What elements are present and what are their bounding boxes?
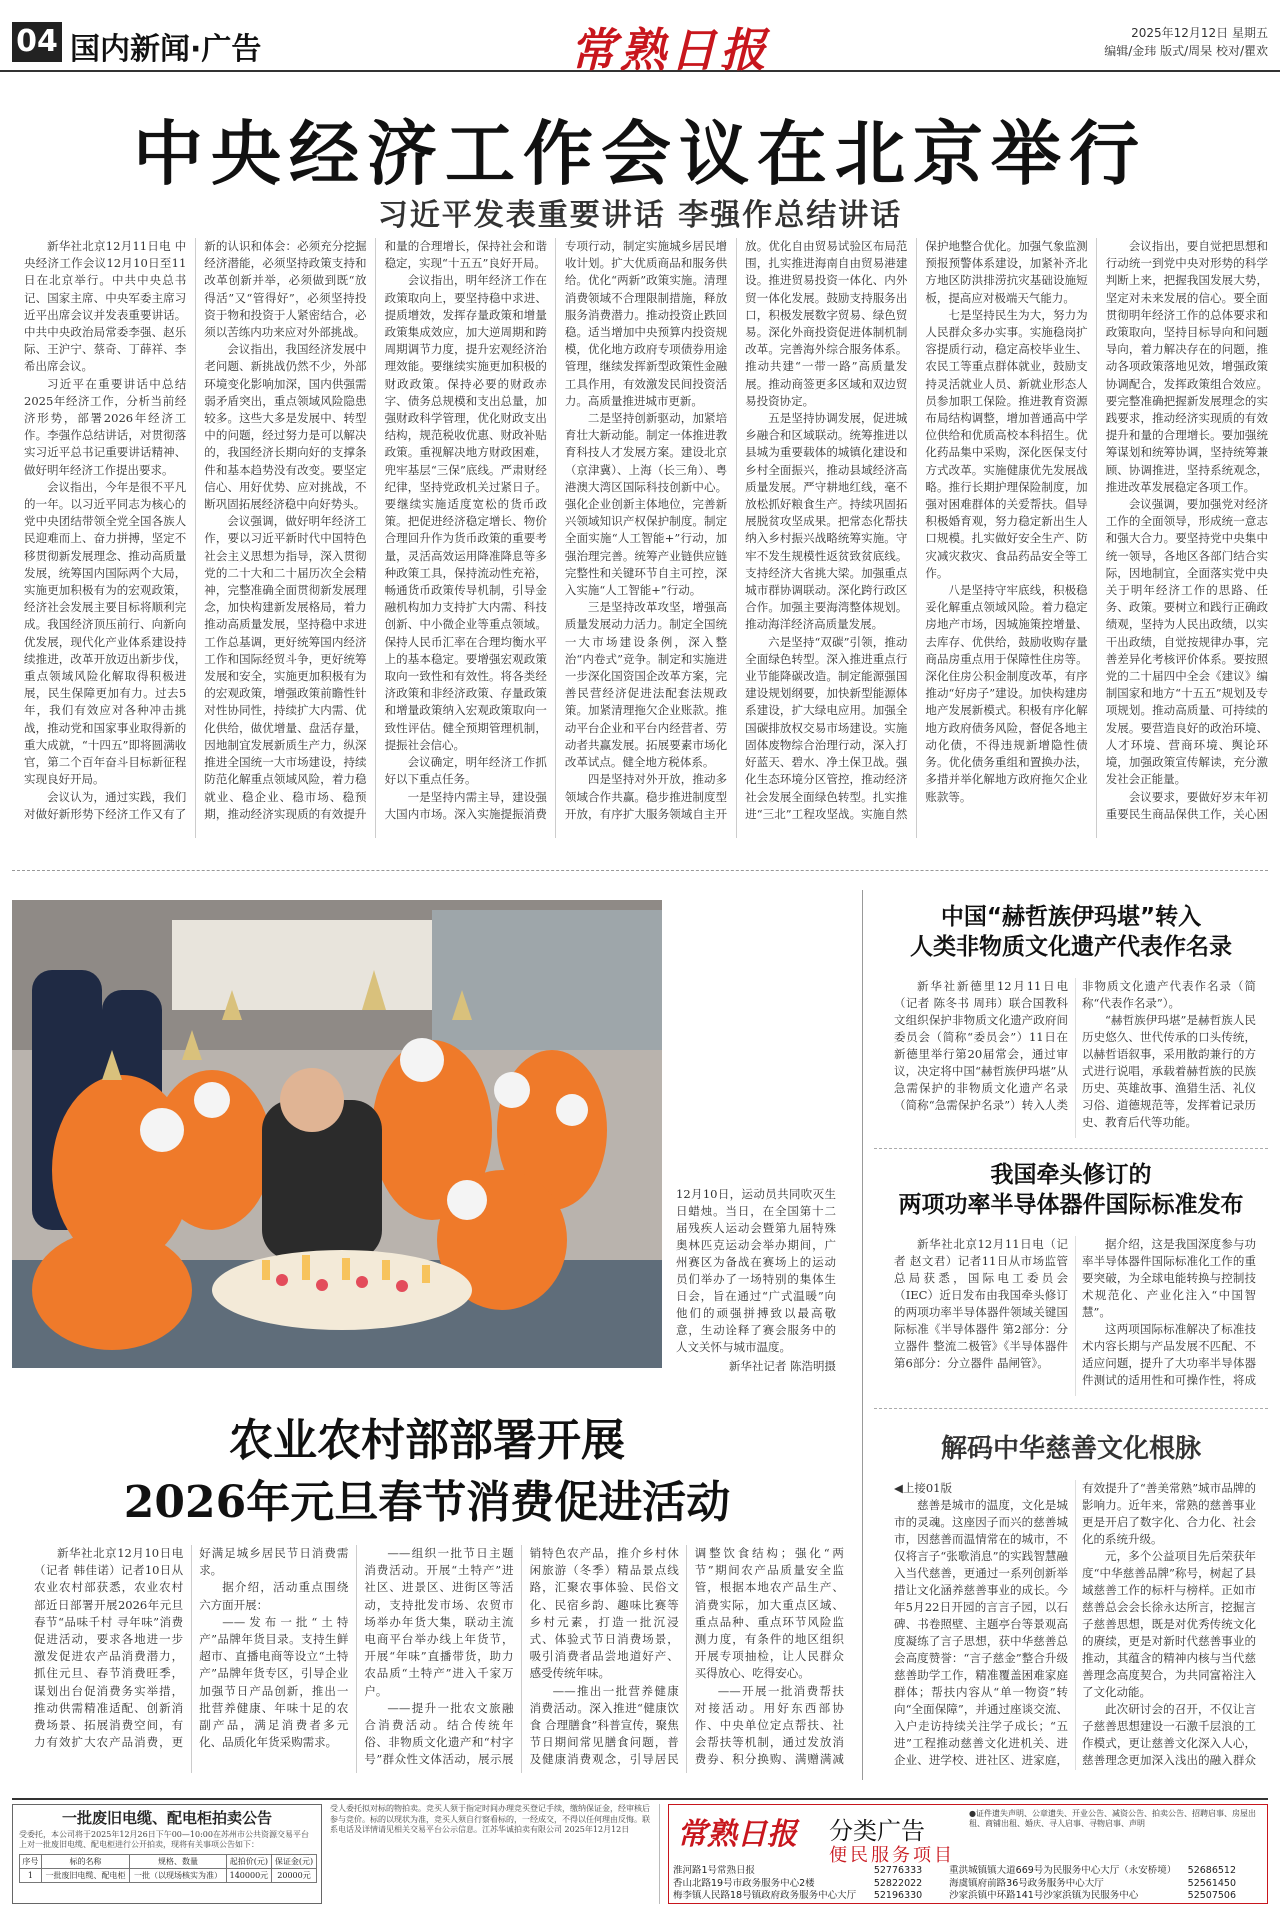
paragraph: 会议强调，做好明年经济工作，要以习近平新时代中国特色社会主义思想为指导，深入贯彻党的二十大和二十届历次全会精神，完整准确全面贯彻新发展理念，加快构建新发展格局，着力推动高质量发展，坚持稳中求进工作总基调，更好统筹国内经济工作和国际经贸斗争，更好统筹发展和安全，实施更加积极有为的宏观政策，增强政策前瞻性针对性协同性，持续扩大内需、优化供给，做优增量、盘活存量，因地制宜发展新质生产力，纵深推进全国统一大市场建设，持续防范化解重点领域风险，着力稳就业、稳企业、稳市场、稳预期，推动经济实现质的有效提升和量的合理增长，保持社会和谐稳定，实现“十五五”良好开局。 xyxy=(204,239,547,821)
semiconductor-headline-line2: 两项功率半导体器件国际标准发布 xyxy=(898,1192,1244,1218)
masthead xyxy=(0,0,1280,77)
notice-ad: 受人委托拟对标的物拍卖。竞买人须于指定时间办理竞买登记手续，缴纳保证金，经审核后参与竞价。标的以现状为准，竞买人须自行察看标的，一经成交，不得以任何理由反悔。联系电话及详情请见相关交易平台公示信息。江苏华诚拍卖有限公司 2025年12月12日 xyxy=(330,1804,660,1904)
side-divider xyxy=(874,1148,1268,1149)
paragraph: 元，多个公益项目先后荣获年度“中华慈善品牌”称号，树起了县域慈善工作的标杆与榜样。正如市慈善总会会长徐永达所言，挖掘言子慈善思想，既是对优秀传统文化的赓续，更是对新时代慈善事业的推动，其蕴含的精神内核与当代慈善理念高度契合，为共同富裕注入了文化动能。 xyxy=(1082,1549,1256,1699)
page-number: 04 xyxy=(12,22,62,62)
paragraph: 据介绍，活动重点围绕六方面开展： xyxy=(199,1580,349,1612)
semiconductor-headline xyxy=(874,1160,1268,1220)
news-photo xyxy=(12,900,662,1368)
service-point-phone: 52686512 xyxy=(1187,1865,1237,1876)
paragraph: 二是坚持创新驱动，加紧培育壮大新动能。制定一体推进教育科技人才发展方案。建设北京（京津冀）、上海（长三角）、粤港澳大湾区国际科技创新中心。强化企业创新主体地位，完善新兴领域知识产权保护制度。制定全面实施“人工智能+”行动，加强治理完善。统筹产业链供应链完整性和关键环节自主可控，深入实施“人工智能+”行动。 xyxy=(564,411,728,598)
lead-subheadline: 习近平发表重要讲话 李强作总结讲话 xyxy=(377,198,903,233)
service-point-name: 香山北路19号市政务服务中心2楼 xyxy=(673,1877,815,1889)
paragraph: 新华社新德里12月11日电（记者 陈冬书 周玮）联合国教科文组织保护非物质文化遗产政府间委员会（简称“委员会”）11日在新德里举行第20届常会，通过审议，决定将中国“赫哲族伊玛堪”从急需保护的非物质文化遗产名录（简称“急需保护名录”）转入人类非物质文化遗产代表作名录（简称“代表作名录”）。 xyxy=(894,979,1256,1112)
ad-strip xyxy=(12,1798,1268,1906)
auction-ad xyxy=(12,1804,322,1904)
service-points xyxy=(673,1865,1263,1903)
table-cell: 140000元 xyxy=(226,1869,271,1883)
caption-text: 12月10日，运动员共同吹灭生日蜡烛。当日，在全国第十二届残疾人运动会暨第九届特殊奥林匹克运动会举办期间，广州赛区为备战在赛场上的运动员们举办了一场特别的集体生日会，旨在通过“广式温暖”向他们的顽强拼搏致以最高敬意，生动诠释了赛会服务中的人文关怀与城市温度。 xyxy=(676,1187,836,1354)
paragraph: ——开展一批消费帮扶对接活动。用好东西部协作、中央单位定点帮扶、社会帮扶等机制，通过发放消费券、积分换购、满赠满减 xyxy=(694,1683,844,1767)
birthday-party-illustration xyxy=(12,900,662,1368)
section-title: 国内新闻·广告 xyxy=(70,32,262,67)
paragraph: 五是坚持协调发展，促进城乡融合和区域联动。统筹推进以县城为重要载体的城镇化建设和乡村全面振兴，推动县域经济高质量发展。严守耕地红线，毫不放松抓好粮食生产。持续巩固拓展脱贫攻坚成果。把常态化帮扶纳入乡村振兴战略统筹实施。守牢不发生规模性返贫致贫底线。支持经济大省挑大梁。加强重点城市群协调联动。深化跨行政区合作。加强主要海湾整体规划。推动海洋经济高质量发展。 xyxy=(745,411,908,632)
table-cell: 一批废旧电缆、配电柜 xyxy=(41,1869,129,1883)
table-row xyxy=(20,1869,317,1883)
table-header: 标的名称 xyxy=(41,1855,129,1869)
paragraph: ——发布一批“土特产”品牌年货目录。支持生鲜超市、直播电商等设立“土特产”品牌年货专区，引导企业加强节日产品创新，推出一批营养健康、年味十足的农副产品，满足消费者多元化、品质化年货采购需求。 xyxy=(199,1614,349,1750)
continued-marker: ◀上接01版 xyxy=(894,1481,952,1495)
table-header: 序号 xyxy=(20,1855,42,1869)
paragraph: 六是坚持“双碳”引领，推动全面绿色转型。深入推进重点行业节能降碳改造。制定能源强国建设规划纲要，加快新型能源体系建设，扩大绿电应用。加强全国碳排放权交易市场建设。实施固体废物综合治理行动，深入打好蓝天、碧水、净土保卫战。强化生态环境分区管控，推动经济社会发展全面绿色转型。扎实推进“三北”工程攻坚战。实施自然保护地整合优化。加强气象监测预报预警体系建设，加紧补齐北方地区防洪排涝抗灾基础设施短板，提高应对极端天气能力。 xyxy=(745,239,1088,821)
classified-logo: 常熟日报 xyxy=(677,1817,797,1852)
charity-headline: 解码中华慈善文化根脉 xyxy=(940,1434,1201,1464)
heritage-headline-line1: 中国“赫哲族伊玛堪”转入 xyxy=(940,904,1202,930)
paragraph: “赫哲族伊玛堪”是赫哲族人民历史悠久、世代传承的口头传统，以赫哲语叙事，采用散韵兼行的方式进行说唱，承载着赫哲族的民族历史、英雄故事、渔猎生活、礼仪习俗、道德规范等，发挥着记录历史、教育后代等功能。 xyxy=(1082,1013,1256,1129)
paragraph: ——组织一批节日主题消费活动。开展“土特产”进社区、进景区、进街区等活动，支持批发市场、农贸市场举办年货大集，联动主流电商平台举办线上年货节，开展“年味”直播带货，助力农品质“土特产”进入千家万户。 xyxy=(364,1546,514,1698)
classified-subtitle: 便民服务项目 xyxy=(829,1845,955,1866)
section-divider xyxy=(12,870,1268,871)
paragraph: 会议指出，我国经济发展中老问题、新挑战仍然不少，外部环境变化影响加深，国内供强需弱矛盾突出，重点领域风险隐患较多。这些大多是发展中、转型中的问题，经过努力是可以解决的，我国经济长期向好的支撑条件和基本趋势没有改变。要坚定信心、用好优势、应对挑战，不断巩固拓展经济稳中向好势头。 xyxy=(204,342,367,512)
paragraph: 新华社北京12月11日电（记者 赵文君）记者11日从市场监管总局获悉，国际电工委员会（IEC）近日发布由我国牵头修订的两项功率半导体器件领域关键国际标准《半导体器件 第2部分：分立器件 整流二极管》《半导体器件 第6部分：分立器件 晶闸管》。 xyxy=(894,1237,1068,1370)
lead-story-body xyxy=(24,238,1268,838)
paragraph: 四是坚持对外开放，推动多领域合作共赢。稳步推进制度型开放，有序扩大服务领域自主开放。优化自由贸易试验区布局范围，扎实推进海南自由贸易港建设。推进贸易投资一体化、内外贸一体化发展。鼓励支持服务出口，积极发展数字贸易、绿色贸易。深化外商投资促进体制机制改革。完善海外综合服务体系。推动共建“一带一路”高质量发展。推动商签更多区域和双边贸易投资协定。 xyxy=(564,239,908,821)
paragraph: 七是坚持民生为大，努力为人民群众多办实事。实施稳岗扩容提质行动，稳定高校毕业生、农民工等重点群体就业，鼓励支持灵活就业人员、新就业形态人员参加职工保险。推进教育资源布局结构调整，增加普通高中学位供给和优质高校本科招生。优化药品集中采购，深化医保支付方式改革。实施健康优先发展战略。推行长期护理保险制度，加强对困难群体的关爱帮扶。倡导积极婚育观，努力稳定新出生人口规模。扎实做好安全生产、防灾减灾救灾、食品药品安全等工作。 xyxy=(925,307,1088,580)
table-cell: 1 xyxy=(20,1869,42,1883)
table-header: 保证金(元) xyxy=(272,1855,317,1869)
paragraph: 会议指出，今年是很不平凡的一年。以习近平同志为核心的党中央团结带领全党全国各族人民迎难而上、奋力拼搏，坚定不移贯彻新发展理念、推动高质量发展，统筹国内国际两个大局，实施更加积极有为的宏观政策，经济社会发展主要目标将顺利完成。我国经济顶压前行、向新向优发展，现代化产业体系建设持续推进，改革开放迈出新步伐，重点领域风险化解取得积极进展，民生保障更加有力。过去5年，我们有效应对各种冲击挑战，推动党和国家事业取得新的重大成就，“十四五”即将圆满收官，第二个百年奋斗目标新征程实现良好开局。 xyxy=(24,479,187,787)
service-point-name: 淮河路1号常熟日报 xyxy=(673,1865,756,1876)
semiconductor-body xyxy=(894,1236,1256,1396)
charity-body xyxy=(894,1480,1256,1770)
paragraph: ——推出一批营养健康消费活动。深入推进“健康饮食 合理膳食”科普宣传，聚焦节日期间常见膳食问题，普及健康消费观念，引导居民调整饮食结构；强化“两节”期间农产品质量安全监管，根据本地农产品生产、消费实际，加大重点区域、重点品种、重点环节风险监测力度，有条件的地区组织开展专项抽检，让人民群众买得放心、吃得安心。 xyxy=(529,1546,844,1767)
paragraph: 据介绍，这是我国深度参与功率半导体器件国际标准化工作的重要突破，为全球电能转换与控制技术规范化、产业化注入“中国智慧”。 xyxy=(1082,1237,1256,1319)
table-cell: 20000元 xyxy=(272,1869,317,1883)
farm-story-body xyxy=(34,1545,844,1773)
paragraph: 会议确定，明年经济工作抓好以下重点任务。 xyxy=(384,755,547,787)
paper-logo: 常熟日报 xyxy=(570,23,770,77)
classified-title: 分类广告 xyxy=(829,1817,925,1845)
auction-table xyxy=(19,1854,317,1883)
paragraph: 新华社北京12月11日电 中央经济工作会议12月10日至11日在北京举行。中共中央总书记、国家主席、中央军委主席习近平出席会议并发表重要讲话。中共中央政治局常委李强、赵乐际、王沪宁、蔡奇、丁薛祥、李希出席会议。 xyxy=(24,239,187,374)
paragraph: 慈善是城市的温度，文化是城市的灵魂。这座因子而兴的慈善城市，因慈善而温情常在的城市，不仅将言子“张歌消息”的实践智慧融入当代慈善，更通过一系列创新举措让文化涵养慈善事业的成长。今年5月22日开园的言言子园，以石碑、书卷照壁、主题亭台等景观高度凝练了言子思想，获中华慈善总会高度赞誉：“言子慈金”整合升级慈善助学工作，精准覆盖困难家庭群体；帮扶内容从“单一物资”转向“全面保障”，并通过座谈交流、入户走访持续关注学子成长；“五进”工程推动慈善文化进机关、进企业、进学校、进社区、进家庭，有效提升了“善美常熟”城市品牌的影响力。近年来，常熟的慈善事业更是开启了数字化、合力化、社会化的系统升级。 xyxy=(894,1481,1256,1767)
table-header: 起拍价(元) xyxy=(226,1855,271,1869)
classified-items: ●证件遗失声明、公章遗失、开业公告、减资公告、拍卖公告、招聘启事、房屋出租、商铺出租、婚庆、寻人启事、寻物启事、声明 xyxy=(969,1809,1256,1828)
photo-credit: 新华社记者 陈浩明摄 xyxy=(728,1359,836,1373)
auction-text: 受委托，本公司将于2025年12月26日下午00—10:00在苏州市公共资源交易平台上对一批废旧电缆、配电柜进行公开拍卖，现将有关事项公告如下： xyxy=(19,1830,309,1849)
side-divider xyxy=(874,1408,1268,1409)
table-header-row xyxy=(20,1855,317,1869)
service-point-phone: 52561450 xyxy=(1187,1877,1237,1889)
table-cell: 一批（以现场核实为准） xyxy=(130,1869,227,1883)
paragraph: 此次研讨会的召开，不仅让言子慈善思想建设一石激千层浪的工作模式，更让慈善文化深入人心，慈善理念更加深入浅出的融入群众 xyxy=(1082,1702,1256,1767)
farm-headline xyxy=(12,1410,842,1534)
page-meta xyxy=(1104,24,1268,60)
service-point-phone: 52822022 xyxy=(873,1877,923,1889)
auction-title: 一批废旧电缆、配电柜拍卖公告 xyxy=(61,1809,272,1827)
issue-date: 2025年12月12日 星期五 xyxy=(1131,26,1268,40)
classified-ad xyxy=(668,1804,1268,1904)
table-header: 规格、数量 xyxy=(130,1855,227,1869)
farm-headline-line1: 农业农村部部署开展 xyxy=(229,1415,625,1466)
paragraph: 会议指出，明年经济工作在政策取向上，要坚持稳中求进、提质增效，发挥存量政策和增量政策集成效应，加大逆周期和跨周期调节力度，提升宏观经济治理效能。要继续实施更加积极的财政政策。保持必要的财政赤字、债务总规模和支出总量，加强财政科学管理，优化财政支出结构，规范税收优惠、财政补贴政策。重视解决地方财政困难，兜牢基层“三保”底线。严肃财经纪律，坚持党政机关过紧日子。要继续实施适度宽松的货币政策。把促进经济稳定增长、物价合理回升作为货币政策的重要考量，灵活高效运用降准降息等多种政策工具，保持流动性充裕，畅通货币政策传导机制，引导金融机构加力支持扩大内需、科技创新、中小微企业等重点领域。保持人民币汇率在合理均衡水平上的基本稳定。要增强宏观政策取向一致性和有效性。将各类经济政策和非经济政策、存量政策和增量政策纳入宏观政策取向一致性评估。健全预期管理机制，提振社会信心。 xyxy=(384,273,547,752)
lead-headline: 中央经济工作会议在北京举行 xyxy=(133,113,1147,195)
service-point-name: 沙家浜镇中环路141号沙家浜镇为民服务中心 xyxy=(949,1890,1139,1901)
paragraph: 会议强调，要加强党对经济工作的全面领导，形成统一意志和强大合力。要坚持党中央集中统一领导，各地区各部门结合实际，因地制宜，全面落实党中央关于明年经济工作的思路、任务、政策。要树立和践行正确政绩观，坚持为人民出政绩，以实干出政绩，自觉按规律办事，完善差异化考核评价体系。要按照党的二十届四中全会《建议》编制国家和地方“十五五”规划及专项规划。推动高质量、可持续的发展。要营造良好的政治环境、人才环境、营商环境、舆论环境，加强政策宣传解读，充分激发社会正能量。 xyxy=(1105,497,1268,787)
heritage-headline xyxy=(874,902,1268,962)
semiconductor-headline-line1: 我国牵头修订的 xyxy=(990,1162,1152,1188)
paragraph: 八是坚持守牢底线，积极稳妥化解重点领域风险。着力稳定房地产市场，因城施策控增量、去库存、优供给，鼓励收购存量商品房重点用于保障性住房等。深化住房公积金制度改革，有序推动“好房子”建设。加快构建房地产发展新模式。积极有序化解地方政府债务风险，督促各地主动化债，不得违规新增隐性债务。优化债务重组和置换办法，多措并举化解地方政府拖欠企业账款等。 xyxy=(925,583,1088,804)
service-point-phone: 52196330 xyxy=(873,1890,923,1901)
service-point-name: 海虞镇府前路36号政务服务中心大厅 xyxy=(949,1877,1104,1889)
paragraph: 新华社北京12月10日电（记者 韩佳诺）记者10日从农业农村部获悉，农业农村部近日部署开展2026年元旦春节“品味千村 寻年味”消费促进活动，要求各地进一步激发促进农产品消费潜力，抓住元旦、春节消费旺季，谋划出台促消费务实举措，推动供需精准适配、创新消费场景、拓展消费空间，有力有效扩大农产品消费，更好满足城乡居民节日消费需求。 xyxy=(34,1546,349,1750)
farm-headline-line2: 2026年元旦春节消费促进活动 xyxy=(123,1477,731,1528)
column-divider xyxy=(862,890,863,1780)
paragraph: 会议要求，要做好岁末年初重要民生商品保供工作，关心困 xyxy=(1105,789,1268,821)
paragraph: 这两项国际标准解决了标准技术内容长期与产品发展不匹配、不适应问题，提升了大功率半导体器件测试的适用性和可操作性，将成 xyxy=(1082,1322,1256,1387)
service-point-phone: 52776333 xyxy=(873,1865,923,1876)
photo-caption xyxy=(676,1186,836,1375)
paragraph: ——提升一批农文旅融合消费活动。结合传统年俗、非物质文化遗产和“村字号”群众性文体活动，展示展销特色农产品，推介乡村休闲旅游（冬季）精品景点线路，汇聚农事体验、民俗文化、民宿乡韵、趣味比赛等乡村元素，打造一批沉浸式、体验式节日消费场景，吸引消费者品尝地道好产、感受传统年味。 xyxy=(364,1546,679,1767)
paragraph: 会议指出，要自觉把思想和行动统一到党中央对形势的科学判断上来，把握我国发展大势，坚定对未来发展的信心。要全面贯彻明年经济工作的总体要求和政策取向，坚持目标导向和问题导向，着力解决存在的问题，推动各项政策落地见效，增强政策协调配合，发挥政策组合效应。要完整准确把握新发展理念的实践要求，推动经济实现质的有效提升和量的合理增长。要加强统筹谋划和统筹协调，坚持统筹兼顾、协调推进，坚持系统观念，推进改革发展稳定各项工作。 xyxy=(1105,239,1268,494)
service-point-name: 梅李镇人民路18号镇政府政务服务中心大厅 xyxy=(673,1890,857,1901)
editor-credits: 编辑/金玮 版式/周杲 校对/瞿欢 xyxy=(1104,44,1268,58)
paragraph: 会议认为，通过实践，我们对做好新形势下经济工作又有了新的认识和体会：必须充分挖掘经济潜能，必须坚持政策支持和改革创新并举，必须做到既“放得活”又“管得好”，必须坚持投资于物和投资于人紧密结合，必须以苦练内功来应对外部挑战。 xyxy=(24,239,367,821)
heritage-headline-line2: 人类非物质文化遗产代表作名录 xyxy=(910,934,1232,960)
paragraph: 三是坚持改革攻坚，增强高质量发展动力活力。制定全国统一大市场建设条例，深入整治“内卷式”竞争。制定和实施进一步深化国资国企改革方案，完善民营经济促进法配套法规政策。加紧清理拖欠企业账款。推动平台企业和平台内经营者、劳动者共赢发展。拓展要素市场化改革试点。健全地方税体系。 xyxy=(564,600,728,770)
paragraph: 一是坚持内需主导，建设强大国内市场。深入实施提振消费专项行动，制定实施城乡居民增收计划。扩大优质商品和服务供给。优化“两新”政策实施。清理消费领域不合理限制措施，释放服务消费潜力。推动投资止跌回稳。适当增加中央预算内投资规模，优化地方政府专项债券用途管理，继续发挥新型政策性金融工具作用，有效激发民间投资活力。高质量推进城市更新。 xyxy=(384,239,728,821)
heritage-body xyxy=(894,978,1256,1138)
service-point-name: 重洪城镇镇大道669号为民服务中心大厅（永安桥境） xyxy=(949,1865,1177,1876)
paragraph: 习近平在重要讲话中总结2025年经济工作，分析当前经济形势，部署2026年经济工作。李强作总结讲话，对贯彻落实习近平总书记重要讲话精神、做好明年经济工作提出要求。 xyxy=(24,376,187,477)
service-point-phone: 52507506 xyxy=(1187,1890,1237,1901)
